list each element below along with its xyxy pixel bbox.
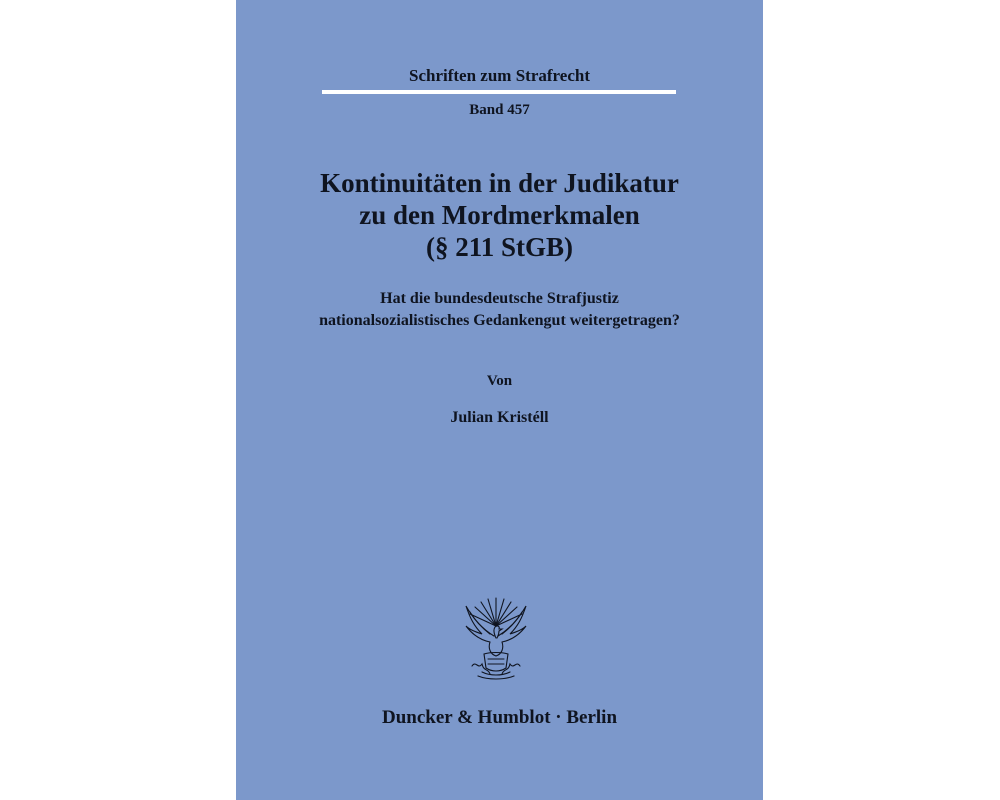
series-divider (322, 90, 676, 94)
phoenix-emblem-icon (462, 596, 530, 682)
by-label: Von (486, 373, 513, 389)
author-name: Julian Kristéll (450, 409, 549, 426)
title-line: Kontinuitäten in der Judikatur (320, 168, 679, 198)
book-title (236, 167, 763, 263)
title-line: zu den Mordmerkmalen (359, 200, 640, 230)
publisher-imprint: Duncker & Humblot · Berlin (381, 707, 618, 728)
series-title: Schriften zum Strafrecht (409, 66, 590, 85)
book-subtitle (236, 288, 763, 332)
subtitle-line: nationalsozialistisches Gedankengut weitergetragen? (319, 312, 680, 329)
title-line: (§ 211 StGB) (425, 232, 573, 262)
subtitle-line: Hat die bundesdeutsche Strafjustiz (380, 290, 619, 307)
book-cover (236, 0, 763, 800)
volume-number: Band 457 (469, 102, 530, 118)
